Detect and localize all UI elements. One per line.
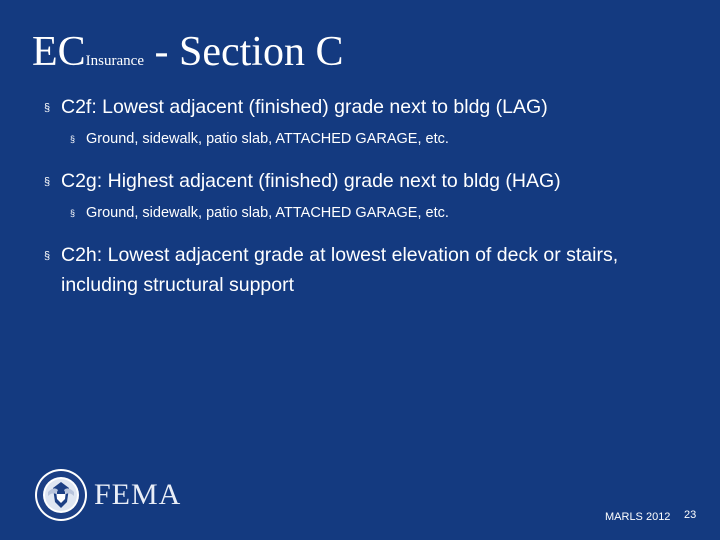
title-main: EC [32,29,86,75]
bullet-marker: § [70,208,76,218]
bullet-c2f [44,92,694,122]
bullet-text: C2g: Highest adjacent (finished) grade next to bldg (HAG) [61,170,561,192]
title-subscript: Insurance [85,53,144,69]
bullet-text: C2h: Lowest adjacent grade at lowest elevation of deck or stairs, including structural support [61,244,619,296]
bullet-text: C2f: Lowest adjacent (finished) grade next to bldg (LAG) [61,96,548,118]
bullet-c2h [44,240,694,300]
bullet-marker: § [44,250,51,262]
bullet-marker: § [70,134,76,144]
bullet-c2g [44,166,694,196]
bullet-marker: § [44,102,51,114]
bullet-list [44,92,694,306]
bullet-marker: § [44,176,51,188]
slide-title [32,28,343,76]
fema-logo [34,468,181,522]
sub-bullet-text: Ground, sidewalk, patio slab, ATTACHED GARAGE, etc. [86,131,449,147]
sub-bullet-c2g [70,202,694,224]
title-rest: - Section C [143,29,344,75]
footer-text: MARLS 2012 [605,511,671,523]
page-number: 23 [684,509,697,521]
dhs-seal-icon [34,468,88,522]
sub-bullet-text: Ground, sidewalk, patio slab, ATTACHED GARAGE, etc. [86,205,449,221]
sub-bullet-c2f [70,128,694,150]
fema-wordmark: FEMA [94,478,182,511]
